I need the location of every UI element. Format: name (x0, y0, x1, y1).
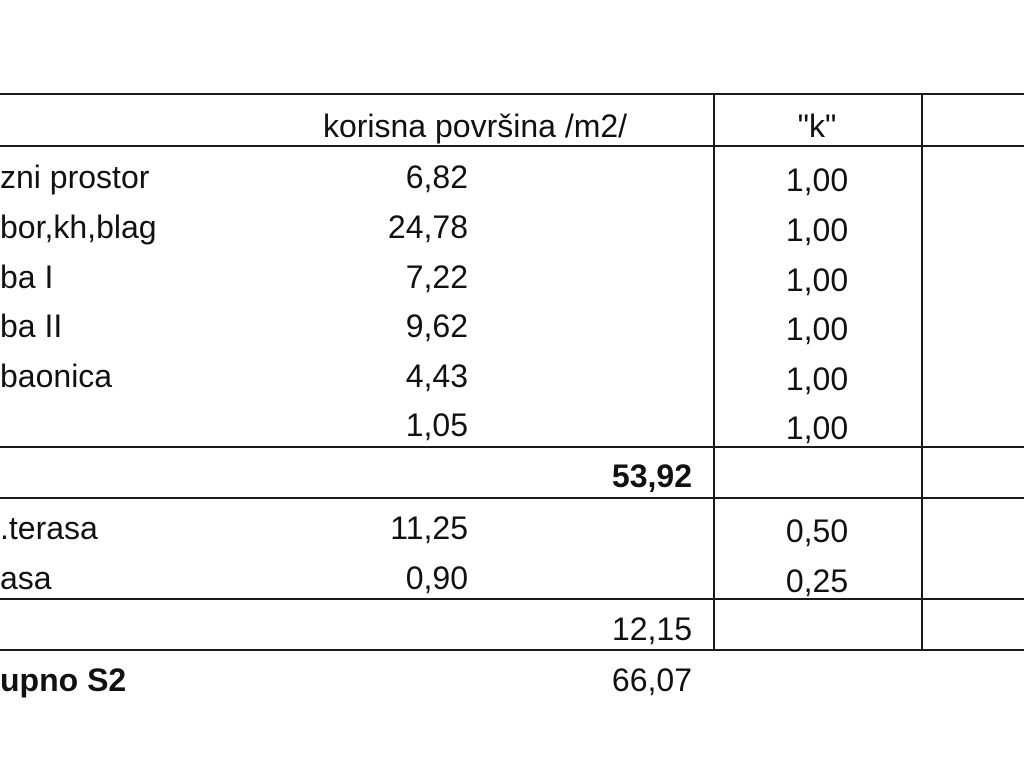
subtotal-terraces: 12,15 (611, 611, 692, 647)
subtotal2-bottom-border (0, 649, 1024, 651)
row-k: 1,00 (785, 212, 849, 248)
row-area: 1,05 (405, 407, 468, 443)
row-k: 1,00 (785, 262, 849, 298)
row-area: 6,82 (405, 159, 468, 195)
row-k: 1,00 (785, 410, 849, 446)
row-name: asa (0, 560, 52, 596)
row-name: zni prostor (0, 159, 150, 195)
row-area: 4,43 (405, 358, 468, 394)
subtotal1-bottom-border (0, 497, 1024, 499)
subtotal-usable-area: 53,92 (611, 458, 692, 494)
column-divider-k (921, 93, 923, 651)
row-k: 1,00 (785, 311, 849, 347)
row-area: 7,22 (405, 259, 468, 295)
row-name: .terasa (0, 510, 98, 546)
row-area: 0,90 (405, 560, 468, 596)
row-area: 24,78 (387, 209, 468, 245)
row-name: bor,kh,blag (0, 209, 157, 245)
header-area-label: korisna površina /m2/ (322, 108, 628, 144)
row-name: ba I (0, 259, 54, 295)
row-area: 11,25 (390, 510, 468, 546)
row-k: 0,25 (785, 563, 849, 599)
table-top-border (0, 93, 1024, 95)
row-k: 1,00 (785, 361, 849, 397)
row-k: 1,00 (785, 162, 849, 198)
total-value: 66,07 (611, 662, 692, 698)
header-bottom-border (0, 145, 1024, 147)
row-name: baonica (0, 358, 113, 394)
row-k: 0,50 (785, 513, 849, 549)
header-k-label: "k" (797, 108, 837, 144)
total-label: upno S2 (0, 662, 127, 698)
row-area: 9,62 (405, 308, 468, 344)
row-name: ba II (0, 308, 63, 344)
